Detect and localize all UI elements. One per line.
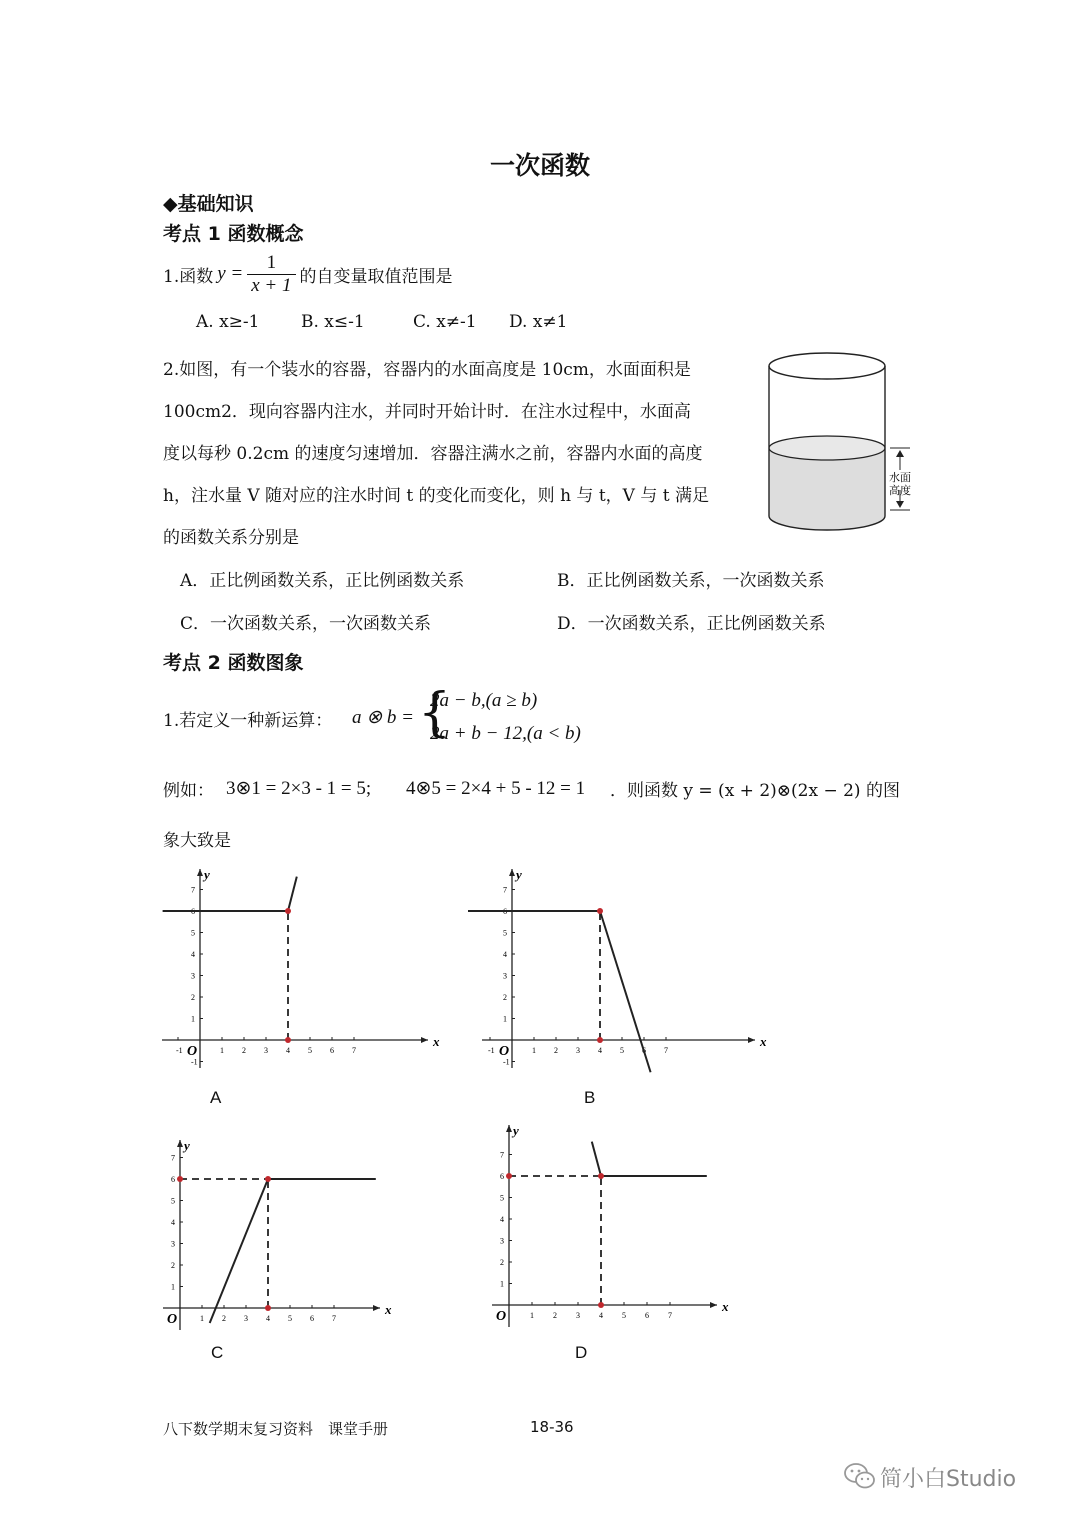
x-axis-arrow <box>421 1037 428 1043</box>
x-tick-label: 3 <box>576 1046 580 1055</box>
question-prefix: 1.函数 <box>163 266 214 287</box>
y-tick-label: 5 <box>500 1193 504 1203</box>
y-tick-label: 4 <box>171 1218 175 1227</box>
y-axis-label: y <box>516 867 522 882</box>
y-tick-label: 1 <box>171 1282 175 1292</box>
x-tick-label: 4 <box>599 1311 603 1320</box>
graph-label-d: D <box>575 1343 588 1362</box>
topic-heading-1: 考点 1 函数概念 <box>163 223 304 245</box>
x-tick-label: -1 <box>176 1046 183 1055</box>
option-a: A．正比例函数关系，正比例函数关系 <box>180 571 465 591</box>
y-tick-label: 7 <box>503 885 507 895</box>
fraction <box>247 252 295 297</box>
question-1-2-line-5: 的函数关系分别是 <box>163 528 299 548</box>
y-tick-label: 5 <box>191 928 195 938</box>
x-tick-label: 4 <box>286 1046 290 1055</box>
y-tick-label: -1 <box>503 1057 510 1067</box>
x-tick-label: 6 <box>330 1046 334 1055</box>
y-tick-label: 3 <box>171 1239 175 1249</box>
origin-label: O <box>167 1312 178 1327</box>
y-tick-label: 5 <box>171 1196 175 1206</box>
fraction-numerator: 1 <box>247 252 295 275</box>
x-axis-arrow <box>710 1302 717 1308</box>
x-axis-label: x <box>433 1034 440 1049</box>
data-point <box>598 1173 604 1179</box>
y-tick-label: 3 <box>191 971 195 981</box>
y-axis-arrow <box>506 1125 512 1132</box>
x-tick-label: 4 <box>598 1046 602 1055</box>
question-2-1-prefix: 1.若定义一种新运算： <box>163 711 333 731</box>
y-axis-label: y <box>204 867 210 882</box>
y-tick-label: 7 <box>191 885 195 895</box>
page-title: 一次函数 <box>489 151 590 180</box>
option-d: D．一次函数关系，正比例函数关系 <box>557 614 826 634</box>
formula-y-eq: y = <box>217 263 244 284</box>
option-c: C．一次函数关系，一次函数关系 <box>180 614 432 634</box>
x-tick-label: 6 <box>310 1314 314 1323</box>
y-tick-label: 1 <box>503 1014 507 1024</box>
question-1-1 <box>163 246 453 302</box>
data-point <box>265 1176 271 1182</box>
question-1-2-line-1: 2.如图，有一个装水的容器，容器内的水面高度是 10cm，水面面积是 <box>163 360 691 380</box>
y-tick-label: 1 <box>500 1279 504 1289</box>
y-tick-label: 4 <box>500 1215 504 1224</box>
x-tick-label: 1 <box>220 1046 224 1055</box>
x-tick-label: 5 <box>620 1046 624 1055</box>
x-tick-label: 3 <box>576 1311 580 1320</box>
case-1: 2a − b,(a ≥ b) <box>430 690 538 711</box>
question-1-2-line-4: h，注水量 V 随对应的注水时间 t 的变化而变化，则 h 与 t，V 与 t 满足 <box>163 486 709 506</box>
data-point <box>597 908 603 914</box>
case-2: 2a + b − 12,(a < b) <box>430 723 581 744</box>
option-c: C. x≠-1 <box>413 312 477 332</box>
x-tick-label: 1 <box>200 1314 204 1323</box>
y-tick-label: 6 <box>500 1172 504 1181</box>
data-point <box>597 1037 603 1043</box>
x-tick-label: 5 <box>288 1314 292 1323</box>
fraction-denominator: x + 1 <box>251 274 292 296</box>
function-line-right <box>600 911 651 1072</box>
y-axis-label: y <box>513 1123 519 1138</box>
x-tick-label: 6 <box>642 1046 646 1055</box>
x-axis-arrow <box>748 1037 755 1043</box>
figure-label-height: 高度 <box>889 484 911 497</box>
brace-symbol: { <box>418 683 452 743</box>
x-tick-label: 5 <box>622 1311 626 1320</box>
graph-a <box>150 855 440 1080</box>
x-tick-label: 6 <box>645 1311 649 1320</box>
y-tick-label: 6 <box>503 907 507 916</box>
y-tick-label: 2 <box>500 1258 504 1267</box>
function-line-right <box>288 877 297 911</box>
x-tick-label: 1 <box>530 1311 534 1320</box>
option-d: D. x≠1 <box>509 312 568 332</box>
y-tick-label: 6 <box>171 1175 175 1184</box>
y-axis-arrow <box>197 869 203 876</box>
question-1-2-line-3: 度以每秒 0.2cm 的速度匀速增加．容器注满水之前，容器内水面的高度 <box>163 444 703 464</box>
wechat-icon <box>843 1461 877 1491</box>
operation-lhs: a ⊗ b = <box>352 707 414 728</box>
example-prefix: 例如： <box>163 781 214 801</box>
y-tick-label: 5 <box>503 928 507 938</box>
data-point <box>285 908 291 914</box>
watermark-text: 简小白Studio <box>880 1467 1017 1492</box>
x-tick-label: -1 <box>488 1046 495 1055</box>
x-tick-label: 2 <box>553 1311 557 1320</box>
function-line-rising <box>210 1179 268 1323</box>
option-a: A. x≥-1 <box>196 312 260 332</box>
y-tick-label: 1 <box>191 1014 195 1024</box>
x-tick-label: 4 <box>266 1314 270 1323</box>
graph-label-b: B <box>584 1088 596 1107</box>
figure-label-water: 水面 <box>889 471 911 484</box>
y-tick-label: 2 <box>503 993 507 1002</box>
x-tick-label: 7 <box>332 1314 336 1323</box>
origin-label: O <box>496 1309 507 1324</box>
x-tick-label: 2 <box>222 1314 226 1323</box>
y-axis-arrow <box>177 1140 183 1147</box>
x-axis-arrow <box>373 1305 380 1311</box>
data-point <box>285 1037 291 1043</box>
x-tick-label: 3 <box>264 1046 268 1055</box>
y-tick-label: 7 <box>500 1150 504 1160</box>
y-axis-label: y <box>184 1138 190 1153</box>
x-tick-label: 7 <box>668 1311 672 1320</box>
graph-c <box>155 1130 392 1335</box>
graph-d <box>485 1115 729 1335</box>
question-1-2-line-2: 100cm2．现向容器内注水，并同时开始计时．在注水过程中，水面高 <box>163 402 691 422</box>
example-suffix: ．则函数 y = (x + 2)⊗(2x − 2) 的图 <box>610 781 900 801</box>
graph-label-a: A <box>210 1088 222 1107</box>
y-tick-label: 7 <box>171 1153 175 1163</box>
topic-heading-2: 考点 2 函数图象 <box>163 652 304 674</box>
function-line-falling <box>592 1142 601 1176</box>
x-axis-label: x <box>722 1299 729 1314</box>
x-tick-label: 3 <box>244 1314 248 1323</box>
y-tick-label: 2 <box>191 993 195 1002</box>
container-figure <box>760 348 930 538</box>
data-point <box>506 1173 512 1179</box>
option-b: B. x≤-1 <box>301 312 365 332</box>
x-axis-label: x <box>760 1034 767 1049</box>
y-tick-label: 4 <box>191 950 195 959</box>
y-tick-label: 2 <box>171 1261 175 1270</box>
footer-title: 八下数学期末复习资料 课堂手册 <box>163 1420 389 1438</box>
graph-b <box>455 855 767 1080</box>
y-tick-label: 3 <box>500 1236 504 1246</box>
x-tick-label: 2 <box>554 1046 558 1055</box>
data-point <box>177 1176 183 1182</box>
graph-label-c: C <box>211 1343 224 1362</box>
y-tick-label: 3 <box>503 971 507 981</box>
x-tick-label: 7 <box>352 1046 356 1055</box>
example-2: 4⊗5 = 2×4 + 5 - 12 = 1 <box>406 778 586 799</box>
section-heading-basic: ◆基础知识 <box>163 193 254 215</box>
data-point <box>598 1302 604 1308</box>
y-tick-label: 4 <box>503 950 507 959</box>
question-suffix: 的自变量取值范围是 <box>299 266 453 287</box>
footer-page-number: 18-36 <box>530 1418 574 1436</box>
y-tick-label: -1 <box>191 1057 198 1067</box>
x-tick-label: 1 <box>532 1046 536 1055</box>
data-point <box>265 1305 271 1311</box>
example-1: 3⊗1 = 2×3 - 1 = 5; <box>226 778 372 799</box>
x-axis-label: x <box>385 1302 392 1317</box>
x-tick-label: 5 <box>308 1046 312 1055</box>
option-b: B．正比例函数关系，一次函数关系 <box>557 571 825 591</box>
y-axis-arrow <box>509 869 515 876</box>
x-tick-label: 2 <box>242 1046 246 1055</box>
y-tick-label: 6 <box>191 907 195 916</box>
x-tick-label: 7 <box>664 1046 668 1055</box>
question-2-1-line-2: 象大致是 <box>163 831 231 851</box>
origin-label: O <box>187 1044 198 1059</box>
origin-label: O <box>499 1044 510 1059</box>
